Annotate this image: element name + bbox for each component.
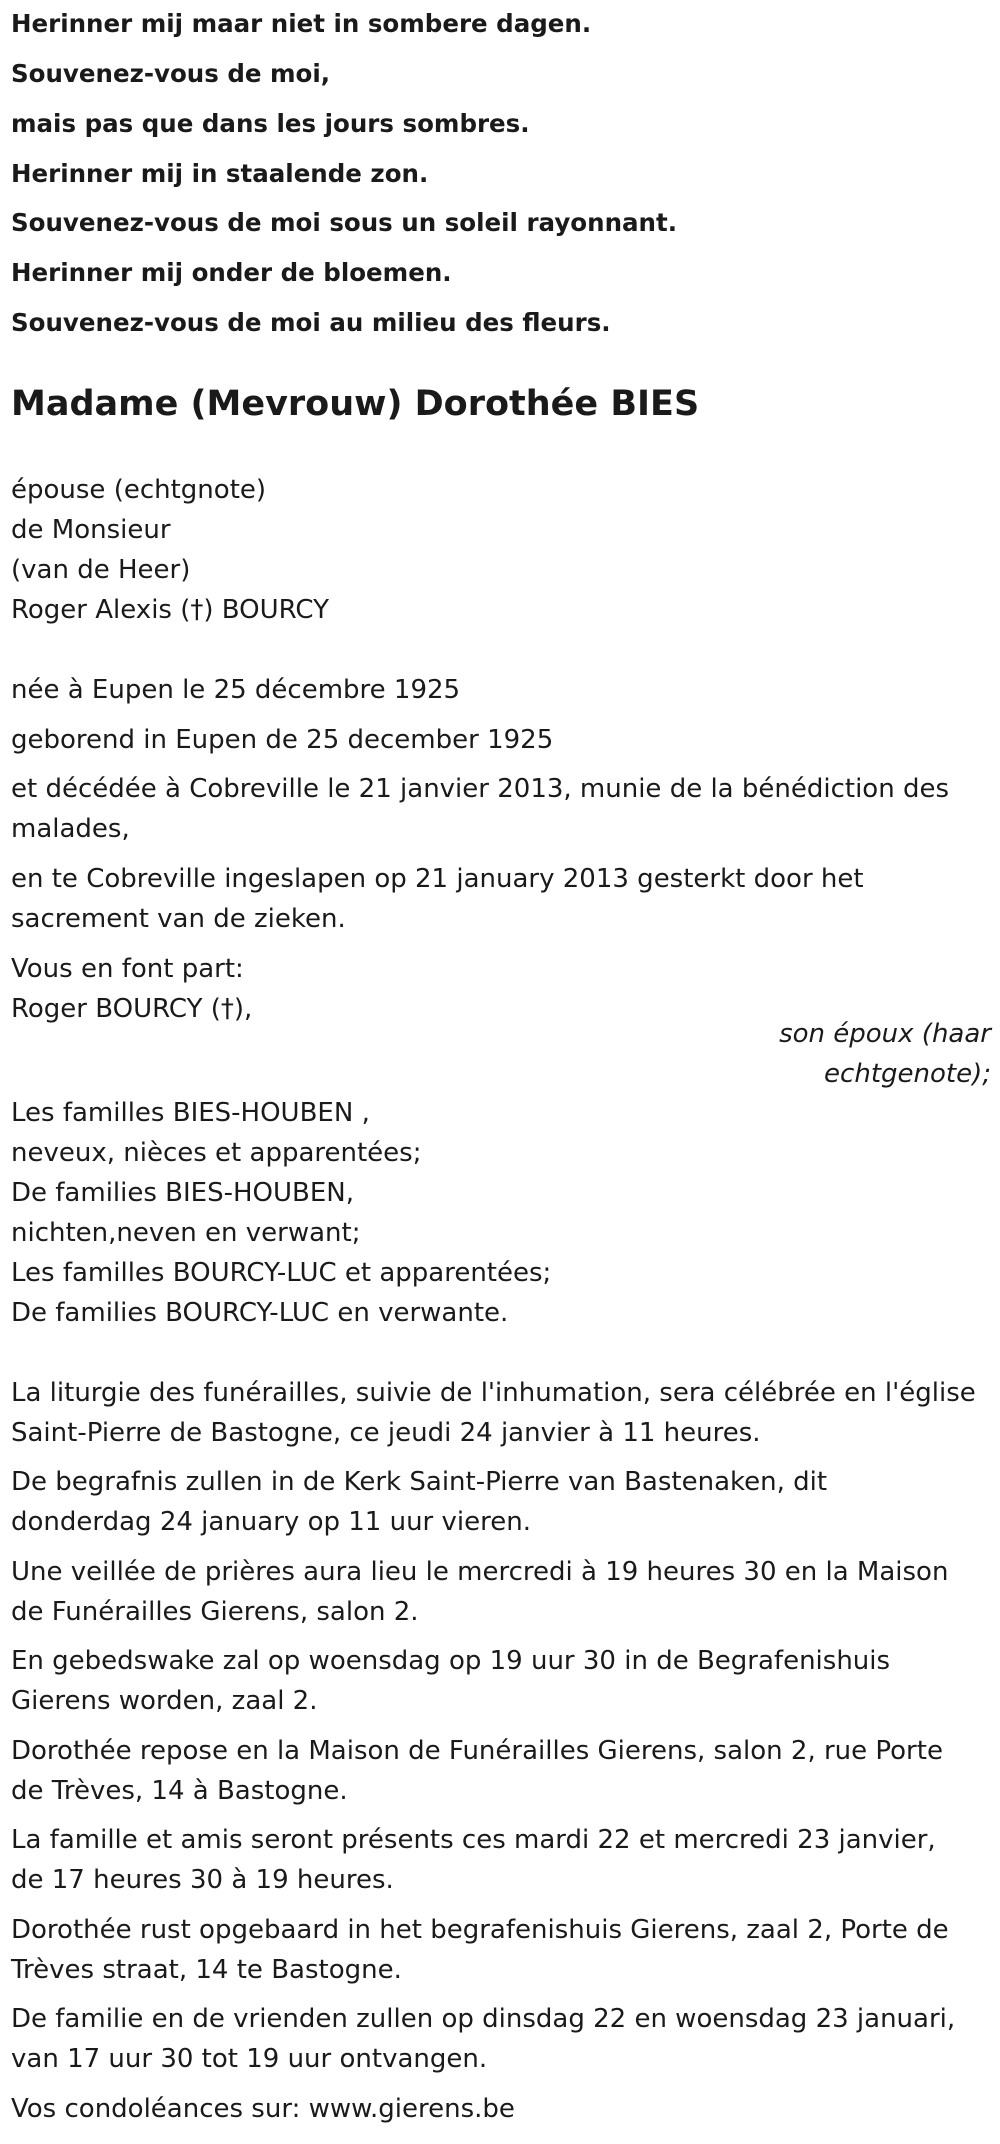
condolences-link[interactable]: Vos condoléances sur: www.gierens.be [11, 2094, 515, 2124]
deceased-name-title: Madame (Mevrouw) Dorothée BIES [11, 384, 700, 424]
vigil-fr-line: de Funérailles Gierens, salon 2. [11, 1597, 419, 1627]
poem-line: Herinner mij maar niet in sombere dagen. [11, 9, 592, 38]
death-nl-line: en te Cobreville ingeslapen op 21 january 2013 gesterkt door het [11, 864, 864, 894]
poem-line: Souvenez-vous de moi, [11, 59, 331, 88]
visit-nl-line: De familie en de vrienden zullen op dinsdag 22 en woensdag 23 januari, [11, 2004, 956, 2034]
birth-nl: geborend in Eupen de 25 december 1925 [11, 725, 554, 755]
spouse-role-line: son époux (haar [779, 1019, 991, 1049]
rest-fr-line: de Trèves, 14 à Bastogne. [11, 1776, 348, 1806]
death-fr-line: et décédée à Cobreville le 21 janvier 2013, munie de la bénédiction des [11, 774, 949, 804]
funeral-fr-line: La liturgie des funérailles, suivie de l'inhumation, sera célébrée en l'église [11, 1378, 976, 1408]
visit-fr-line: de 17 heures 30 à 19 heures. [11, 1865, 394, 1895]
spouse-line: de Monsieur [11, 515, 171, 545]
death-nl-line: sacrement van de zieken. [11, 904, 346, 934]
family-line: neveux, nièces et apparentées; [11, 1138, 422, 1168]
visit-nl-line: van 17 uur 30 tot 19 uur ontvangen. [11, 2044, 488, 2074]
vigil-nl-line: Gierens worden, zaal 2. [11, 1686, 318, 1716]
vigil-nl-line: En gebedswake zal op woensdag op 19 uur 30 in de Begrafenishuis [11, 1646, 891, 1676]
family-line: nichten,neven en verwant; [11, 1218, 361, 1248]
rest-nl-line: Trèves straat, 14 te Bastogne. [11, 1955, 402, 1985]
funeral-nl-line: De begrafnis zullen in de Kerk Saint-Pierre van Bastenaken, dit [11, 1467, 828, 1497]
family-line: De families BOURCY-LUC en verwante. [11, 1298, 509, 1328]
family-line: De families BIES-HOUBEN, [11, 1178, 355, 1208]
spouse-line: (van de Heer) [11, 555, 191, 585]
rest-nl-line: Dorothée rust opgebaard in het begrafenishuis Gierens, zaal 2, Porte de [11, 1915, 949, 1945]
poem-line: Souvenez-vous de moi au milieu des fleurs. [11, 308, 611, 337]
announce-line: Roger BOURCY (†), [11, 994, 253, 1024]
funeral-nl-line: donderdag 24 january op 11 uur vieren. [11, 1507, 531, 1537]
poem-line: mais pas que dans les jours sombres. [11, 109, 530, 138]
family-line: Les familles BIES-HOUBEN , [11, 1098, 370, 1128]
birth-fr: née à Eupen le 25 décembre 1925 [11, 675, 461, 705]
poem-line: Herinner mij onder de bloemen. [11, 258, 452, 287]
visit-fr-line: La famille et amis seront présents ces mardi 22 et mercredi 23 janvier, [11, 1825, 936, 1855]
poem-line: Herinner mij in staalende zon. [11, 159, 429, 188]
poem-line: Souvenez-vous de moi sous un soleil rayonnant. [11, 208, 677, 237]
death-fr-line: malades, [11, 814, 130, 844]
rest-fr-line: Dorothée repose en la Maison de Funérailles Gierens, salon 2, rue Porte [11, 1736, 943, 1766]
vigil-fr-line: Une veillée de prières aura lieu le mercredi à 19 heures 30 en la Maison [11, 1557, 949, 1587]
announce-line: Vous en font part: [11, 954, 244, 984]
family-line: Les familles BOURCY-LUC et apparentées; [11, 1258, 552, 1288]
spouse-line: Roger Alexis (†) BOURCY [11, 595, 330, 625]
spouse-line: épouse (echtgnote) [11, 475, 267, 505]
funeral-fr-line: Saint-Pierre de Bastogne, ce jeudi 24 janvier à 11 heures. [11, 1418, 761, 1448]
spouse-role-line: echtgenote); [824, 1059, 991, 1089]
